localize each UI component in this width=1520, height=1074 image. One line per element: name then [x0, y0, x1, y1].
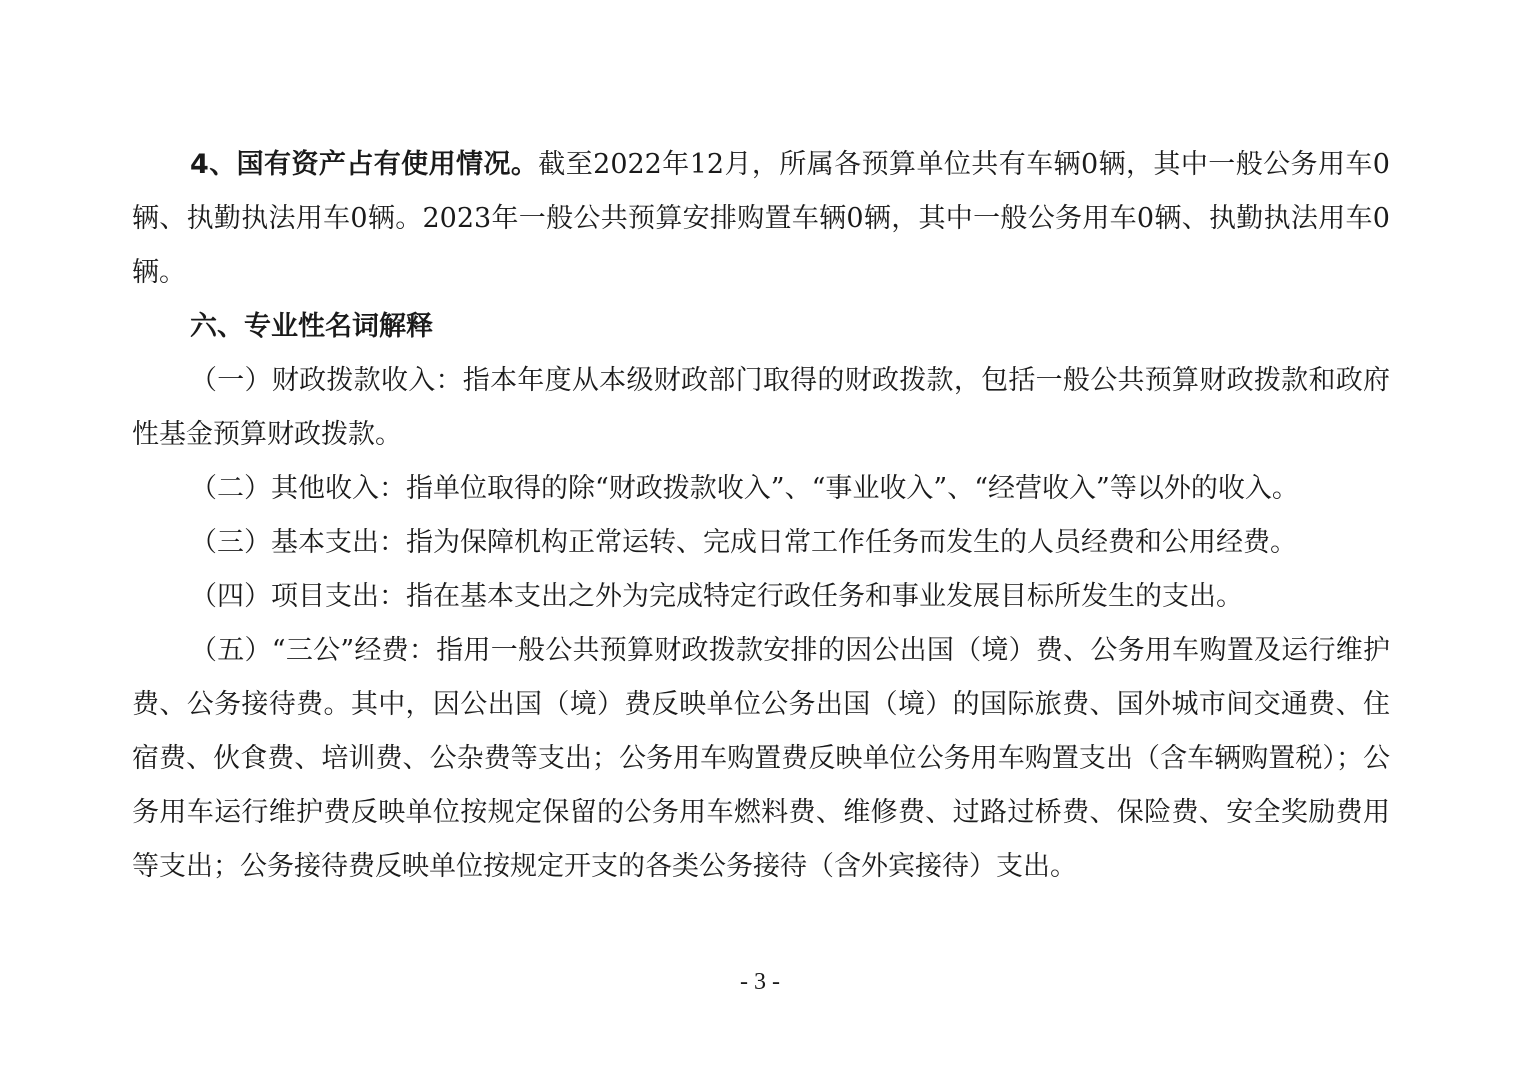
- paragraph-state-assets: [132, 138, 1390, 300]
- paragraph-other-income: （二）其他收入：指单位取得的除“财政拨款收入”、“事业收入”、“经营收入”等以外的收入。: [190, 473, 1299, 504]
- paragraph-basic-expenditure: （三）基本支出：指为保障机构正常运转、完成日常工作任务而发生的人员经费和公用经费。: [190, 527, 1297, 558]
- paragraph-fiscal-appropriation-income: （一）财政拨款收入：指本年度从本级财政部门取得的财政拨款，包括一般公共预算财政拨款和政府性基金预算财政拨款。: [132, 365, 1390, 450]
- section-heading-terms: 六、专业性名词解释: [190, 311, 433, 342]
- document-body: [132, 138, 1390, 894]
- paragraph-project-expenditure: （四）项目支出：指在基本支出之外为完成特定行政任务和事业发展目标所发生的支出。: [190, 581, 1243, 612]
- paragraph-lead-state-assets: 4、国有资产占有使用情况。: [190, 149, 539, 180]
- paragraph-three-public-expenses: （五）“三公”经费：指用一般公共预算财政拨款安排的因公出国（境）费、公务用车购置及运行维护费、公务接待费。其中，因公出国（境）费反映单位公务出国（境）的国际旅费、国外城市间交通费、住宿费、伙食费、培训费、公杂费等支出；公务用车购置费反映单位公务用车购置支出（含车辆购置税）；公务用车运行维护费反映单位按规定保留的公务用车燃料费、维修费、过路过桥费、保险费、安全奖励费用等支出；公务接待费反映单位按规定开支的各类公务接待（含外宾接待）支出。: [132, 635, 1390, 882]
- page-number: - 3 -: [740, 969, 780, 995]
- paragraph-text-state-assets: 截至2022年12月，所属各预算单位共有车辆0辆，其中一般公务用车0辆、执勤执法用车0辆。2023年一般公共预算安排购置车辆0辆，其中一般公务用车0辆、执勤执法用车0辆。: [132, 149, 1390, 288]
